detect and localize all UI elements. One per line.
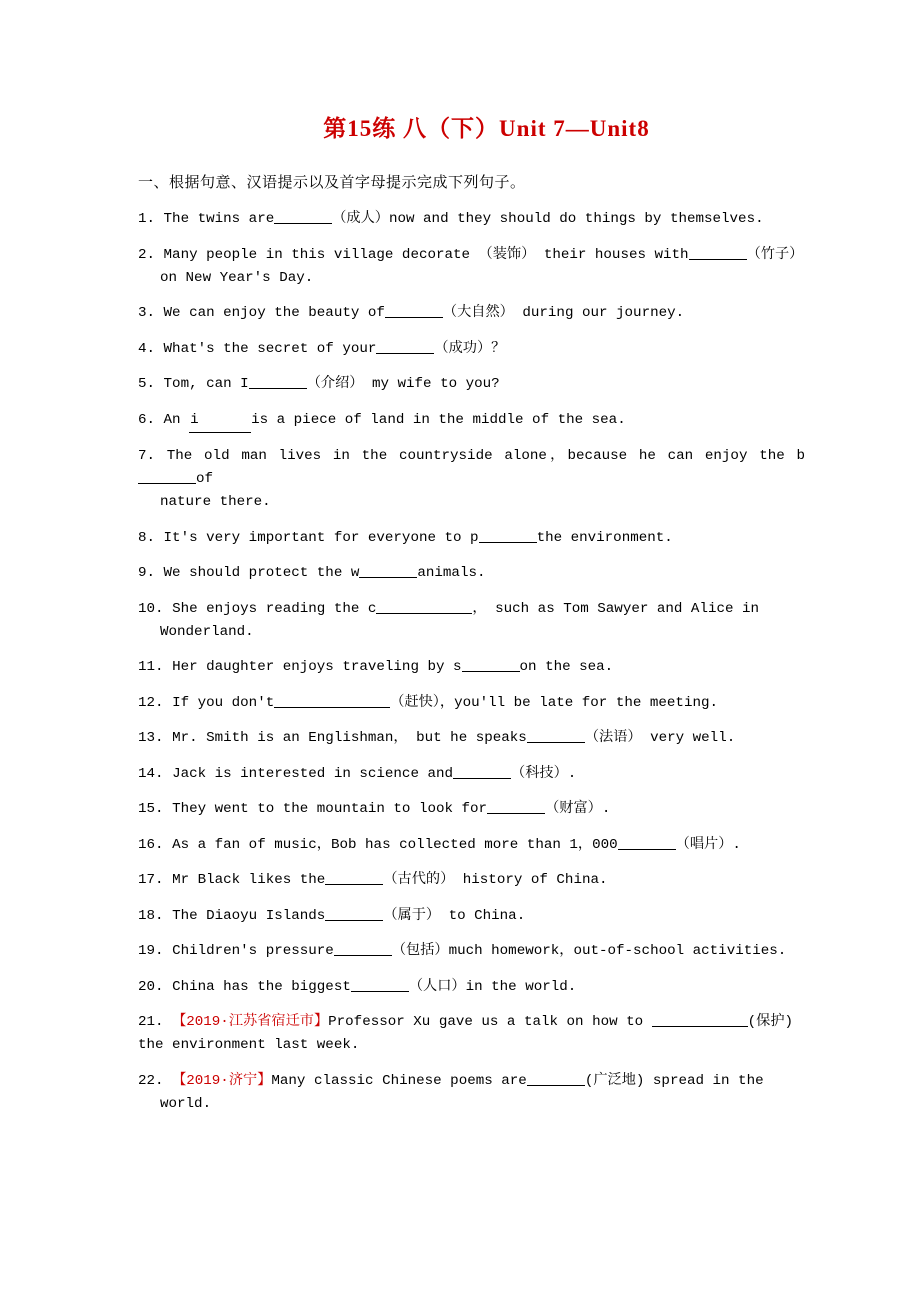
question-text: Jack is interested in science and: [172, 765, 454, 782]
question-number: 8.: [138, 529, 164, 546]
answer-blank[interactable]: [479, 527, 537, 542]
question-text: nature there.: [160, 494, 271, 510]
question-number: 1.: [138, 211, 164, 227]
question-text: Many classic Chinese poems are: [271, 1072, 527, 1089]
question-text: Tom, can I: [163, 376, 249, 392]
question-text: （法语） very well.: [584, 730, 736, 746]
question-number: 3.: [138, 305, 164, 321]
question-item: [138, 976, 805, 999]
answer-blank[interactable]: [274, 209, 332, 224]
answer-blank[interactable]: [453, 763, 511, 778]
question-item: [138, 1011, 805, 1057]
answer-blank[interactable]: [138, 469, 196, 484]
question-text: Mr. Smith is an Englishman， but he speaks: [172, 730, 527, 746]
question-text: is a piece of land in the middle of the sea.: [251, 411, 626, 428]
question-item: [138, 727, 805, 750]
question-text: We can enjoy the beauty of: [163, 305, 385, 321]
question-item: [138, 763, 805, 786]
question-text: on New Year's Day.: [160, 269, 314, 286]
question-text: （古代的） history of China.: [383, 872, 608, 888]
answer-blank[interactable]: [249, 374, 307, 389]
question-text: （属于） to China.: [383, 907, 526, 924]
question-number: 16.: [138, 836, 173, 853]
question-number: 13.: [138, 730, 173, 746]
question-item: [138, 409, 805, 433]
question-text: （财富）.: [545, 801, 611, 817]
question-text: We should protect the w: [163, 565, 360, 581]
section-heading: 一、根据句意、汉语提示以及首字母提示完成下列句子。: [138, 174, 526, 191]
question-text: （大自然） during our journey.: [442, 305, 685, 321]
question-number: 21.: [138, 1014, 173, 1030]
question-text: animals.: [417, 565, 486, 581]
question-text: （成人）now and they should do things by themselves.: [332, 211, 764, 227]
question-continuation: [138, 621, 805, 644]
answer-blank[interactable]: [376, 598, 472, 613]
question-text: Wonderland.: [160, 623, 254, 640]
answer-blank[interactable]: [652, 1012, 748, 1027]
question-continuation: [138, 267, 805, 290]
question-text: （竹子）: [746, 246, 804, 263]
question-item: [138, 1070, 805, 1116]
answer-blank[interactable]: [325, 870, 383, 885]
question-item: [138, 208, 805, 231]
question-number: 7.: [138, 448, 167, 464]
question-text: Many people in this village decorate （装饰） their houses with: [163, 246, 689, 263]
answer-blank[interactable]: [689, 244, 747, 259]
answer-blank[interactable]: [332, 692, 390, 707]
question-text: Professor Xu gave us a talk on how to: [328, 1014, 652, 1030]
question-item: [138, 656, 805, 679]
question-number: 10.: [138, 600, 173, 617]
question-list: [138, 208, 805, 1116]
question-item: [138, 834, 805, 857]
question-item: [138, 940, 805, 963]
question-text: （赶快），you'll be late for the meeting.: [390, 694, 719, 711]
question-continuation: [138, 1093, 805, 1116]
question-item: [138, 244, 805, 290]
answer-blank[interactable]: [334, 941, 392, 956]
question-item: [138, 338, 805, 361]
question-text: the environment.: [536, 529, 673, 546]
question-text: The old man lives in the countryside alone，because he can enjoy the b: [166, 448, 805, 464]
question-number: 20.: [138, 978, 173, 995]
question-number: 19.: [138, 943, 173, 959]
answer-blank[interactable]: [527, 1070, 585, 1085]
question-item: [138, 798, 805, 821]
answer-blank[interactable]: [376, 338, 434, 353]
question-text: The Diaoyu Islands: [172, 907, 326, 924]
question-text: (广泛地) spread in the: [584, 1072, 764, 1089]
question-item: [138, 373, 805, 396]
answer-blank[interactable]: [618, 834, 676, 849]
answer-blank[interactable]: [462, 657, 520, 672]
answer-blank[interactable]: [359, 563, 417, 578]
question-text: What's the secret of your: [163, 340, 377, 357]
answer-blank[interactable]: [527, 728, 585, 743]
question-number: 17.: [138, 872, 173, 888]
question-number: 12.: [138, 694, 173, 711]
question-number: 2.: [138, 246, 164, 263]
question-text: （科技）.: [511, 765, 577, 782]
question-text: on the sea.: [519, 659, 614, 675]
question-text: If you don't: [172, 694, 275, 711]
question-text: It's very important for everyone to p: [163, 529, 479, 546]
question-item: [138, 869, 805, 892]
question-text: They went to the mountain to look for: [172, 801, 488, 817]
answer-blank[interactable]: i: [189, 409, 251, 433]
exam-source-tag: 【2019·济宁】: [172, 1072, 272, 1089]
question-text: Her daughter enjoys traveling by s: [172, 659, 462, 675]
question-item: [138, 905, 805, 928]
question-text: of: [196, 471, 214, 487]
page-title: 第15练 八（下）Unit 7—Unit8: [323, 116, 650, 141]
question-number: 6.: [138, 411, 164, 428]
question-item: [138, 302, 805, 325]
answer-blank[interactable]: [325, 905, 383, 920]
question-item: [138, 445, 805, 514]
question-text: （唱片）.: [675, 836, 741, 853]
question-text: The twins are: [163, 211, 275, 227]
question-text: As a fan of music，Bob has collected more than 1，000: [172, 836, 618, 853]
question-item: [138, 598, 805, 644]
question-number: 4.: [138, 340, 164, 357]
question-text: the environment last week.: [138, 1037, 360, 1053]
question-text: （成功）？: [434, 340, 506, 357]
question-text: （包括）much homework，out-of-school activities.: [391, 943, 787, 959]
answer-blank[interactable]: [351, 976, 409, 991]
question-number: 15.: [138, 801, 173, 817]
question-text: Mr Black likes the: [172, 872, 326, 888]
question-text: ， such as Tom Sawyer and Alice in: [472, 600, 760, 617]
exam-source-tag: 【2019·江苏省宿迁市】: [172, 1014, 329, 1030]
question-item: [138, 527, 805, 550]
question-number: 5.: [138, 376, 164, 392]
answer-blank[interactable]: [274, 692, 332, 707]
question-text: world.: [160, 1095, 212, 1112]
question-item: [138, 562, 805, 585]
answer-blank[interactable]: [487, 799, 545, 814]
question-item: [138, 692, 805, 715]
question-number: 11.: [138, 659, 173, 675]
question-text: （人口）in the world.: [408, 978, 577, 995]
question-number: 22.: [138, 1072, 173, 1089]
question-continuation: [138, 1034, 805, 1057]
question-number: 18.: [138, 907, 173, 924]
answer-blank[interactable]: [385, 303, 443, 318]
question-text: Children's pressure: [172, 943, 334, 959]
question-text: She enjoys reading the c: [172, 600, 377, 617]
question-number: 9.: [138, 565, 164, 581]
question-text: (保护): [747, 1014, 794, 1030]
question-number: 14.: [138, 765, 173, 782]
question-text: China has the biggest: [172, 978, 351, 995]
question-text: （介绍） my wife to you?: [306, 376, 500, 392]
question-continuation: [138, 491, 805, 514]
question-text: An: [163, 411, 190, 428]
